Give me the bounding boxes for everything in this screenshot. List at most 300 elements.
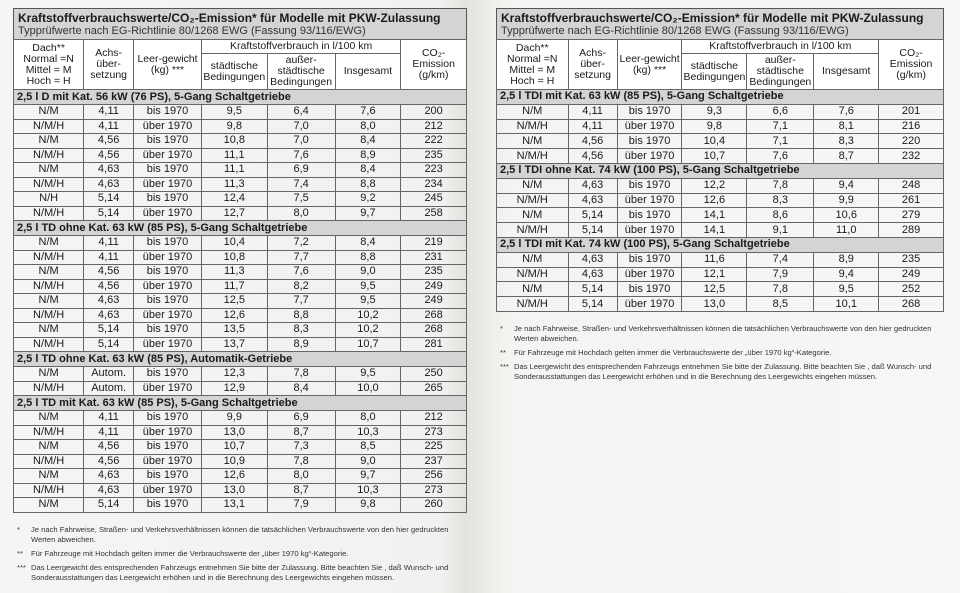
table-cell: 216	[879, 119, 944, 134]
table-cell: über 1970	[134, 454, 202, 469]
table-cell: 5,14	[568, 208, 617, 223]
table-cell: 5,14	[84, 206, 134, 221]
table-cell: 8,4	[335, 134, 401, 149]
table-cell: 4,63	[84, 294, 134, 309]
table-cell: 4,11	[84, 425, 134, 440]
table-cell: bis 1970	[617, 178, 682, 193]
col-dach: Dach** Normal =N Mittel = M Hoch = H	[14, 40, 84, 90]
table-cell: 12,1	[682, 267, 747, 282]
table-cell: 11,1	[201, 163, 267, 178]
table-cell: 8,4	[267, 381, 335, 396]
table-cell: 9,7	[335, 206, 401, 221]
table-cell: 9,8	[335, 498, 401, 513]
table-cell: 4,56	[84, 265, 134, 280]
table-cell: N/M	[14, 498, 84, 513]
table-cell: N/M/H	[497, 119, 569, 134]
col-ausser: außer-städtische Bedingungen	[267, 54, 335, 90]
table-row	[14, 279, 467, 294]
table-cell: N/M/H	[14, 250, 84, 265]
table-cell: N/M/H	[14, 483, 84, 498]
table-cell: N/M/H	[14, 206, 84, 221]
col-verbrauch: Kraftstoffverbrauch in l/100 km	[201, 40, 400, 54]
table-cell: 265	[401, 381, 467, 396]
page-subtitle: Typprüfwerte nach EG-Richtlinie 80/1268 EWG (Fassung 93/116/EWG)	[18, 25, 366, 37]
table-cell: 5,14	[568, 282, 617, 297]
table-cell: über 1970	[134, 425, 202, 440]
table-cell: 13,1	[201, 498, 267, 513]
table-cell: 11,6	[682, 252, 747, 267]
table-cell: N/M	[14, 134, 84, 149]
table-cell: 9,2	[335, 192, 401, 207]
table-row	[497, 267, 944, 282]
table-row	[14, 367, 467, 382]
footnote-text: Je nach Fahrweise, Straßen- und Verkehrsverhältnissen können die tatsächlichen Verbrauchswerte von den hier gedruckten Werten abweichen.	[514, 323, 932, 343]
table-cell: N/M/H	[497, 193, 569, 208]
table-row	[497, 223, 944, 238]
table-row	[14, 192, 467, 207]
table-cell: 4,63	[568, 267, 617, 282]
table-cell: N/M/H	[14, 454, 84, 469]
table-cell: 7,1	[747, 119, 814, 134]
table-cell: 9,5	[335, 294, 401, 309]
footnote-text: Für Fahrzeuge mit Hochdach gelten immer die Verbrauchswerte der „über 1970 kg“-Kategorie.	[31, 548, 349, 558]
table-cell: 5,14	[84, 323, 134, 338]
col-ausser-right: außer-städtische Bedingungen	[747, 54, 814, 90]
footnote	[13, 525, 467, 545]
table-cell: bis 1970	[134, 294, 202, 309]
table-cell: 7,8	[747, 282, 814, 297]
table-cell: 4,56	[84, 454, 134, 469]
table-cell: 7,5	[267, 192, 335, 207]
table-cell: 14,1	[682, 223, 747, 238]
table-cell: 8,6	[747, 208, 814, 223]
table-cell: 223	[401, 163, 467, 178]
table-cell: bis 1970	[617, 104, 682, 119]
table-cell: N/M/H	[14, 425, 84, 440]
table-cell: 7,6	[267, 265, 335, 280]
section-header	[497, 237, 944, 252]
col-gesamt-right: Insgesamt	[814, 54, 879, 90]
table-cell: 4,11	[84, 411, 134, 426]
table-cell: 7,7	[267, 294, 335, 309]
col-co2: CO₂-Emission (g/km)	[401, 40, 467, 90]
table-cell: N/M/H	[14, 148, 84, 163]
table-cell: 8,0	[267, 469, 335, 484]
table-row	[14, 265, 467, 280]
table-cell: 4,56	[84, 279, 134, 294]
table-cell: über 1970	[134, 206, 202, 221]
table-cell: 11,0	[814, 223, 879, 238]
col-leer: Leer-gewicht (kg) ***	[134, 40, 202, 90]
table-cell: N/M	[14, 469, 84, 484]
table-cell: 10,0	[335, 381, 401, 396]
table-cell: bis 1970	[134, 265, 202, 280]
table-row	[14, 381, 467, 396]
table-row	[14, 308, 467, 323]
table-cell: N/M	[14, 236, 84, 251]
table-cell: 6,4	[267, 105, 335, 120]
table-cell: N/M	[14, 367, 84, 382]
table-cell: N/M/H	[14, 337, 84, 352]
table-cell: 8,8	[335, 250, 401, 265]
table-cell: 12,6	[682, 193, 747, 208]
table-cell: 7,3	[267, 440, 335, 455]
table-cell: bis 1970	[134, 411, 202, 426]
table-cell: 9,0	[335, 454, 401, 469]
table-row	[497, 208, 944, 223]
table-cell: 222	[401, 134, 467, 149]
table-cell: 9,8	[682, 119, 747, 134]
col-verbrauch-right: Kraftstoffverbrauch in l/100 km	[682, 40, 879, 54]
right-title-box	[496, 8, 944, 39]
table-row	[497, 134, 944, 149]
table-cell: 249	[879, 267, 944, 282]
table-cell: 4,63	[568, 178, 617, 193]
table-row	[14, 134, 467, 149]
footnote-text: Das Leergewicht des entsprechenden Fahrzeugs entnehmen Sie bitte der Zulassung. Bitte beachten Sie , daß Wunsch- und Sonderausstattungen das Leergewicht erhöhen und in die Berechnung des Leergewichts eingehen müssen.	[31, 562, 449, 582]
table-cell: 8,7	[267, 425, 335, 440]
col-stadt: städtische Bedingungen	[201, 54, 267, 90]
table-cell: 9,5	[335, 279, 401, 294]
table-cell: 4,63	[568, 193, 617, 208]
table-cell: bis 1970	[134, 469, 202, 484]
table-cell: bis 1970	[134, 440, 202, 455]
table-row	[14, 148, 467, 163]
table-cell: bis 1970	[617, 282, 682, 297]
col-achs: Achs-über-setzung	[84, 40, 134, 90]
table-cell: 10,9	[201, 454, 267, 469]
table-cell: 7,7	[267, 250, 335, 265]
table-cell: N/M/H	[497, 267, 569, 282]
section-title: 2,5 l TDI mit Kat. 74 kW (100 PS), 5-Gang Schaltgetriebe	[497, 237, 944, 252]
table-cell: 13,5	[201, 323, 267, 338]
table-cell: 7,1	[747, 134, 814, 149]
section-header	[497, 163, 944, 178]
left-table-body	[14, 90, 467, 513]
table-cell: 7,4	[267, 177, 335, 192]
table-cell: 10,7	[335, 337, 401, 352]
table-row	[14, 105, 467, 120]
right-table-body	[497, 90, 944, 312]
table-cell: 232	[879, 149, 944, 164]
table-cell: über 1970	[617, 193, 682, 208]
table-cell: 256	[401, 469, 467, 484]
table-cell: 11,7	[201, 279, 267, 294]
table-cell: 201	[879, 104, 944, 119]
table-cell: 8,4	[335, 236, 401, 251]
table-cell: N/M	[14, 163, 84, 178]
table-cell: 249	[401, 294, 467, 309]
page-title: Kraftstoffverbrauchswerte/CO₂-Emission* für Modelle mit PKW-Zulassung	[18, 11, 441, 25]
table-cell: 252	[879, 282, 944, 297]
table-cell: 268	[401, 323, 467, 338]
table-cell: über 1970	[134, 119, 202, 134]
table-cell: 250	[401, 367, 467, 382]
table-cell: 7,6	[814, 104, 879, 119]
table-cell: N/M	[497, 134, 569, 149]
table-cell: über 1970	[617, 223, 682, 238]
table-cell: 273	[401, 425, 467, 440]
footnote-mark: ***	[17, 562, 26, 572]
table-cell: 5,14	[568, 223, 617, 238]
table-cell: 10,2	[335, 323, 401, 338]
table-cell: 10,2	[335, 308, 401, 323]
table-cell: 7,6	[335, 105, 401, 120]
table-cell: 8,8	[335, 177, 401, 192]
table-cell: Autom.	[84, 381, 134, 396]
table-cell: 4,11	[568, 119, 617, 134]
table-cell: 9,4	[814, 178, 879, 193]
table-cell: 220	[879, 134, 944, 149]
table-cell: 7,6	[267, 148, 335, 163]
table-cell: 231	[401, 250, 467, 265]
table-cell: 5,14	[568, 297, 617, 312]
table-row	[497, 178, 944, 193]
table-cell: über 1970	[134, 483, 202, 498]
table-cell: über 1970	[134, 177, 202, 192]
table-cell: 12,9	[201, 381, 267, 396]
table-cell: über 1970	[617, 149, 682, 164]
table-cell: 234	[401, 177, 467, 192]
table-cell: 235	[401, 265, 467, 280]
table-cell: 14,1	[682, 208, 747, 223]
table-row	[14, 119, 467, 134]
table-cell: 4,63	[84, 308, 134, 323]
table-cell: N/M/H	[497, 223, 569, 238]
table-cell: bis 1970	[134, 134, 202, 149]
table-cell: über 1970	[134, 250, 202, 265]
table-row	[14, 163, 467, 178]
table-row	[14, 323, 467, 338]
footnote-mark: **	[500, 347, 506, 357]
table-cell: 268	[401, 308, 467, 323]
table-cell: bis 1970	[134, 163, 202, 178]
table-cell: 6,9	[267, 163, 335, 178]
table-cell: 8,0	[335, 119, 401, 134]
table-cell: N/M/H	[14, 308, 84, 323]
table-cell: 9,7	[335, 469, 401, 484]
table-cell: 7,0	[267, 134, 335, 149]
table-row	[14, 337, 467, 352]
table-cell: 273	[401, 483, 467, 498]
table-cell: 8,0	[267, 206, 335, 221]
table-cell: bis 1970	[134, 192, 202, 207]
table-cell: 10,3	[335, 425, 401, 440]
col-stadt-right: städtische Bedingungen	[682, 54, 747, 90]
col-co2-right: CO₂-Emission (g/km)	[879, 40, 944, 90]
table-cell: 12,6	[201, 308, 267, 323]
table-cell: 10,4	[682, 134, 747, 149]
table-row	[497, 282, 944, 297]
left-title-box	[13, 8, 467, 39]
table-cell: 4,56	[84, 148, 134, 163]
table-cell: N/M/H	[497, 297, 569, 312]
table-cell: N/M	[14, 294, 84, 309]
section-header	[14, 221, 467, 236]
table-cell: 9,5	[814, 282, 879, 297]
table-cell: bis 1970	[134, 367, 202, 382]
table-cell: N/M	[497, 282, 569, 297]
table-cell: 4,56	[568, 149, 617, 164]
table-cell: 10,3	[335, 483, 401, 498]
table-cell: N/M	[497, 252, 569, 267]
table-row	[14, 177, 467, 192]
table-cell: 212	[401, 411, 467, 426]
table-cell: 9,5	[335, 367, 401, 382]
table-cell: Autom.	[84, 367, 134, 382]
table-cell: 11,3	[201, 265, 267, 280]
table-cell: über 1970	[134, 148, 202, 163]
right-page	[496, 8, 944, 386]
section-title: 2,5 l TD mit Kat. 63 kW (85 PS), 5-Gang Schaltgetriebe	[14, 396, 467, 411]
footnote-mark: ***	[500, 361, 509, 371]
footnote-mark: *	[17, 524, 20, 534]
table-cell: 10,6	[814, 208, 879, 223]
table-cell: N/M	[497, 104, 569, 119]
table-cell: N/M	[14, 265, 84, 280]
table-cell: 249	[401, 279, 467, 294]
consumption-table-right	[496, 39, 944, 312]
table-cell: 212	[401, 119, 467, 134]
table-cell: bis 1970	[134, 236, 202, 251]
footnotes-left	[13, 525, 467, 583]
table-cell: 8,5	[747, 297, 814, 312]
table-cell: 4,11	[84, 250, 134, 265]
table-cell: 8,3	[814, 134, 879, 149]
table-cell: über 1970	[134, 381, 202, 396]
table-cell: 7,4	[747, 252, 814, 267]
table-cell: bis 1970	[617, 208, 682, 223]
table-row	[14, 469, 467, 484]
footnote	[496, 348, 944, 358]
table-cell: 13,0	[201, 425, 267, 440]
section-header	[14, 90, 467, 105]
table-cell: 12,2	[682, 178, 747, 193]
table-cell: 9,8	[201, 119, 267, 134]
table-cell: 260	[401, 498, 467, 513]
table-cell: 225	[401, 440, 467, 455]
table-cell: 8,0	[335, 411, 401, 426]
table-cell: 7,8	[267, 454, 335, 469]
section-title: 2,5 l TD ohne Kat. 63 kW (85 PS), Automatik-Getriebe	[14, 352, 467, 367]
table-row	[14, 294, 467, 309]
section-title: 2,5 l D mit Kat. 56 kW (76 PS), 5-Gang Schaltgetriebe	[14, 90, 467, 105]
table-cell: 235	[401, 148, 467, 163]
table-cell: 11,1	[201, 148, 267, 163]
footnote	[496, 324, 944, 344]
table-cell: 9,3	[682, 104, 747, 119]
table-cell: über 1970	[617, 297, 682, 312]
table-cell: 7,8	[747, 178, 814, 193]
footnotes-right	[496, 324, 944, 382]
table-cell: 12,6	[201, 469, 267, 484]
table-cell: 237	[401, 454, 467, 469]
table-cell: N/M/H	[14, 177, 84, 192]
table-row	[14, 498, 467, 513]
table-cell: bis 1970	[134, 105, 202, 120]
table-cell: bis 1970	[617, 134, 682, 149]
table-cell: 261	[879, 193, 944, 208]
table-cell: 8,8	[267, 308, 335, 323]
footnote-text: Für Fahrzeuge mit Hochdach gelten immer die Verbrauchswerte der „über 1970 kg“-Kategorie.	[514, 347, 832, 357]
table-cell: über 1970	[617, 267, 682, 282]
table-cell: über 1970	[617, 119, 682, 134]
table-row	[14, 440, 467, 455]
table-cell: über 1970	[134, 337, 202, 352]
table-cell: 12,3	[201, 367, 267, 382]
table-cell: 6,6	[747, 104, 814, 119]
table-row	[14, 454, 467, 469]
table-cell: 9,5	[201, 105, 267, 120]
table-cell: 10,1	[814, 297, 879, 312]
table-cell: N/M	[14, 105, 84, 120]
table-row	[14, 425, 467, 440]
table-cell: 4,11	[568, 104, 617, 119]
table-cell: 12,5	[201, 294, 267, 309]
table-cell: 8,5	[335, 440, 401, 455]
section-title: 2,5 l TD ohne Kat. 63 kW (85 PS), 5-Gang Schaltgetriebe	[14, 221, 467, 236]
table-cell: 4,63	[84, 469, 134, 484]
table-cell: 7,0	[267, 119, 335, 134]
footnote-mark: *	[500, 323, 503, 333]
col-leer-right: Leer-gewicht (kg) ***	[617, 40, 682, 90]
table-cell: 7,9	[747, 267, 814, 282]
table-cell: 8,7	[814, 149, 879, 164]
table-cell: 8,1	[814, 119, 879, 134]
table-cell: 279	[879, 208, 944, 223]
table-cell: 9,1	[747, 223, 814, 238]
left-page	[13, 8, 467, 587]
table-cell: N/M	[497, 178, 569, 193]
table-cell: bis 1970	[134, 323, 202, 338]
footnote-mark: **	[17, 548, 23, 558]
table-cell: 7,6	[747, 149, 814, 164]
table-cell: 258	[401, 206, 467, 221]
table-row	[497, 252, 944, 267]
table-cell: 11,3	[201, 177, 267, 192]
table-cell: 6,9	[267, 411, 335, 426]
table-cell: 200	[401, 105, 467, 120]
footnote-text: Das Leergewicht des entsprechenden Fahrzeugs entnehmen Sie bitte der Zulassung. Bitte beachten Sie , daß Wunsch- und Sonderausstattungen das Leergewicht erhöhen und in die Berechnung des Leergewichts eingehen müssen.	[514, 361, 932, 381]
table-cell: N/M	[497, 208, 569, 223]
table-cell: 8,3	[747, 193, 814, 208]
section-title: 2,5 l TDI ohne Kat. 74 kW (100 PS), 5-Gang Schaltgetriebe	[497, 163, 944, 178]
table-cell: 13,0	[201, 483, 267, 498]
section-header	[14, 396, 467, 411]
table-cell: 9,4	[814, 267, 879, 282]
table-cell: 8,7	[267, 483, 335, 498]
col-gesamt: Insgesamt	[335, 54, 401, 90]
table-cell: 8,9	[267, 337, 335, 352]
section-title: 2,5 l TDI mit Kat. 63 kW (85 PS), 5-Gang Schaltgetriebe	[497, 90, 944, 105]
footnote	[496, 362, 944, 382]
table-cell: N/M/H	[14, 279, 84, 294]
table-row	[497, 193, 944, 208]
table-cell: 4,63	[568, 252, 617, 267]
section-header	[497, 90, 944, 105]
table-cell: 4,11	[84, 236, 134, 251]
table-cell: N/H	[14, 192, 84, 207]
table-row	[14, 411, 467, 426]
table-cell: N/M	[14, 323, 84, 338]
table-cell: über 1970	[134, 308, 202, 323]
consumption-table	[13, 39, 467, 513]
footnote-text: Je nach Fahrweise, Straßen- und Verkehrsverhältnissen können die tatsächlichen Verbrauchswerte von den hier gedruckten Werten abweichen.	[31, 524, 449, 544]
page-title-right: Kraftstoffverbrauchswerte/CO₂-Emission* für Modelle mit PKW-Zulassung	[501, 11, 924, 25]
table-cell: 10,7	[682, 149, 747, 164]
table-cell: N/M/H	[14, 381, 84, 396]
table-cell: 13,0	[682, 297, 747, 312]
